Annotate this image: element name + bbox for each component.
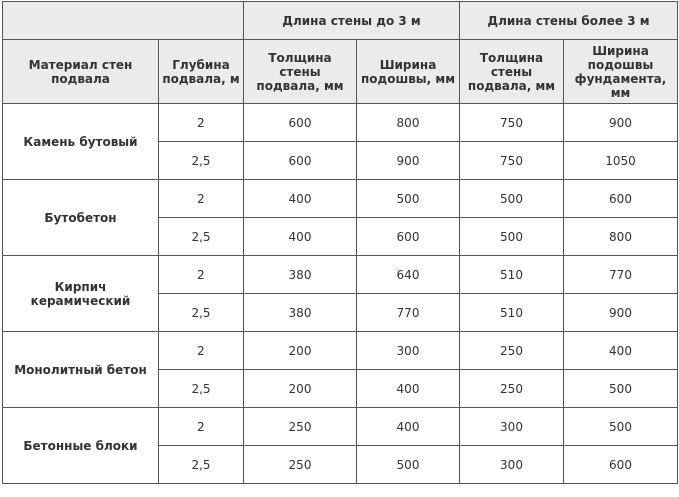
- short-sole-cell: 640: [357, 256, 460, 294]
- material-cell: Бутобетон: [3, 180, 159, 256]
- depth-cell: 2,5: [159, 446, 244, 484]
- material-cell: Кирпич керамический: [3, 256, 159, 332]
- depth-cell: 2: [159, 332, 244, 370]
- header-material: Материал стен подвала: [3, 40, 159, 104]
- material-cell: Монолитный бетон: [3, 332, 159, 408]
- depth-cell: 2: [159, 104, 244, 142]
- header-short-thickness: Толщина стены подвала, мм: [244, 40, 357, 104]
- long-sole-cell: 900: [564, 294, 678, 332]
- long-thickness-cell: 510: [460, 256, 564, 294]
- short-sole-cell: 500: [357, 180, 460, 218]
- header-long-sole: Ширина подошвы фундамента, мм: [564, 40, 678, 104]
- short-sole-cell: 770: [357, 294, 460, 332]
- long-thickness-cell: 250: [460, 332, 564, 370]
- long-sole-cell: 1050: [564, 142, 678, 180]
- table-row: [3, 256, 678, 294]
- depth-cell: 2,5: [159, 142, 244, 180]
- depth-cell: 2: [159, 256, 244, 294]
- short-thickness-cell: 250: [244, 408, 357, 446]
- long-thickness-cell: 510: [460, 294, 564, 332]
- long-thickness-cell: 750: [460, 142, 564, 180]
- table-body: [3, 2, 678, 484]
- short-thickness-cell: 400: [244, 180, 357, 218]
- short-thickness-cell: 380: [244, 256, 357, 294]
- header-depth: Глубина подвала, м: [159, 40, 244, 104]
- short-sole-cell: 400: [357, 408, 460, 446]
- material-cell: Бетонные блоки: [3, 408, 159, 484]
- depth-cell: 2: [159, 408, 244, 446]
- material-cell: Камень бутовый: [3, 104, 159, 180]
- long-thickness-cell: 300: [460, 446, 564, 484]
- table-row: [3, 104, 678, 142]
- short-thickness-cell: 400: [244, 218, 357, 256]
- short-sole-cell: 900: [357, 142, 460, 180]
- foundation-table: [2, 1, 678, 484]
- long-sole-cell: 600: [564, 180, 678, 218]
- long-sole-cell: 600: [564, 446, 678, 484]
- long-thickness-cell: 300: [460, 408, 564, 446]
- short-thickness-cell: 200: [244, 332, 357, 370]
- header-short-sole: Ширина подошвы, мм: [357, 40, 460, 104]
- depth-cell: 2: [159, 180, 244, 218]
- short-sole-cell: 300: [357, 332, 460, 370]
- header-row-columns: [3, 40, 678, 104]
- header-row-groups: [3, 2, 678, 40]
- long-sole-cell: 800: [564, 218, 678, 256]
- long-thickness-cell: 750: [460, 104, 564, 142]
- long-sole-cell: 500: [564, 370, 678, 408]
- depth-cell: 2,5: [159, 218, 244, 256]
- short-thickness-cell: 600: [244, 142, 357, 180]
- table-row: [3, 180, 678, 218]
- long-sole-cell: 900: [564, 104, 678, 142]
- header-empty-cell: [3, 2, 244, 40]
- long-sole-cell: 770: [564, 256, 678, 294]
- short-sole-cell: 400: [357, 370, 460, 408]
- short-sole-cell: 800: [357, 104, 460, 142]
- short-sole-cell: 500: [357, 446, 460, 484]
- header-group-long-wall: Длина стены более 3 м: [460, 2, 678, 40]
- short-thickness-cell: 380: [244, 294, 357, 332]
- table-row: [3, 408, 678, 446]
- header-long-thickness: Толщина стены подвала, мм: [460, 40, 564, 104]
- header-group-short-wall: Длина стены до 3 м: [244, 2, 460, 40]
- table-row: [3, 332, 678, 370]
- short-sole-cell: 600: [357, 218, 460, 256]
- long-sole-cell: 500: [564, 408, 678, 446]
- long-thickness-cell: 250: [460, 370, 564, 408]
- short-thickness-cell: 600: [244, 104, 357, 142]
- short-thickness-cell: 200: [244, 370, 357, 408]
- depth-cell: 2,5: [159, 294, 244, 332]
- long-sole-cell: 400: [564, 332, 678, 370]
- long-thickness-cell: 500: [460, 180, 564, 218]
- short-thickness-cell: 250: [244, 446, 357, 484]
- depth-cell: 2,5: [159, 370, 244, 408]
- long-thickness-cell: 500: [460, 218, 564, 256]
